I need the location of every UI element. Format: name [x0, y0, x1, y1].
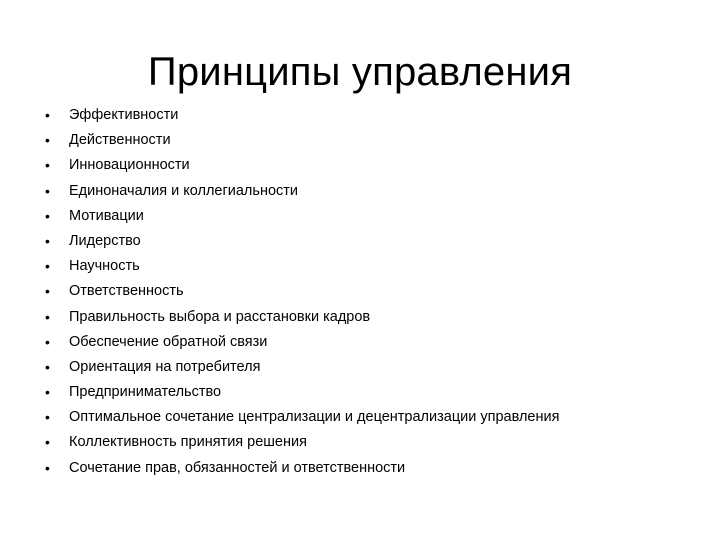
- list-item-text: Эффективности: [69, 107, 179, 123]
- bullet-icon: •: [45, 384, 50, 401]
- bullet-icon: •: [45, 333, 50, 350]
- list-item: [45, 279, 695, 304]
- list-item-text: Оптимальное сочетание централизации и децентрализации управления: [69, 409, 560, 426]
- list-item: [45, 405, 695, 430]
- bullet-icon: •: [45, 107, 50, 123]
- list-item-text: Коллективность принятия решения: [69, 434, 307, 451]
- list-item-text: Мотивации: [69, 207, 144, 224]
- list-item-text: Правильность выбора и расстановки кадров: [69, 308, 371, 325]
- list-item-text: Обеспечение обратной связи: [69, 333, 268, 350]
- list-item: [45, 103, 695, 128]
- list-item-text: Ответственность: [69, 283, 184, 300]
- bullet-icon: •: [45, 308, 50, 325]
- list-item-text: Сочетание прав, обязанностей и ответственности: [69, 459, 406, 476]
- bullet-icon: •: [45, 207, 50, 224]
- bullet-icon: •: [45, 132, 50, 149]
- list-item: [45, 204, 695, 229]
- bullet-icon: •: [45, 258, 50, 275]
- list-item: [45, 430, 695, 455]
- bullet-icon: •: [45, 157, 50, 174]
- bullet-icon: •: [45, 182, 50, 199]
- bullet-icon: •: [45, 358, 50, 375]
- list-item: [45, 305, 695, 330]
- list-item-text: Предпринимательство: [69, 384, 222, 401]
- list-item: [45, 355, 695, 380]
- list-item-text: Единоначалия и коллегиальности: [69, 182, 299, 199]
- list-item: [45, 254, 695, 279]
- bullet-icon: •: [45, 232, 50, 249]
- list-item: [45, 456, 695, 481]
- bullet-icon: •: [45, 409, 50, 426]
- list-item: [45, 330, 695, 355]
- bullet-icon: •: [45, 434, 50, 451]
- list-item-text: Научность: [69, 258, 140, 275]
- bullet-icon: •: [45, 283, 50, 300]
- list-item-text: Действенности: [69, 132, 171, 149]
- list-item-text: Инновационности: [69, 157, 190, 174]
- list-item: [45, 153, 695, 178]
- list-item: [45, 179, 695, 204]
- list-item: [45, 229, 695, 254]
- list-item-text: Ориентация на потребителя: [69, 358, 261, 375]
- slide-title: Принципы управления: [147, 50, 573, 94]
- bullet-icon: •: [45, 459, 50, 476]
- list-item: [45, 380, 695, 405]
- bullet-list: [45, 103, 695, 481]
- list-item-text: Лидерство: [69, 232, 141, 249]
- list-item: [45, 128, 695, 153]
